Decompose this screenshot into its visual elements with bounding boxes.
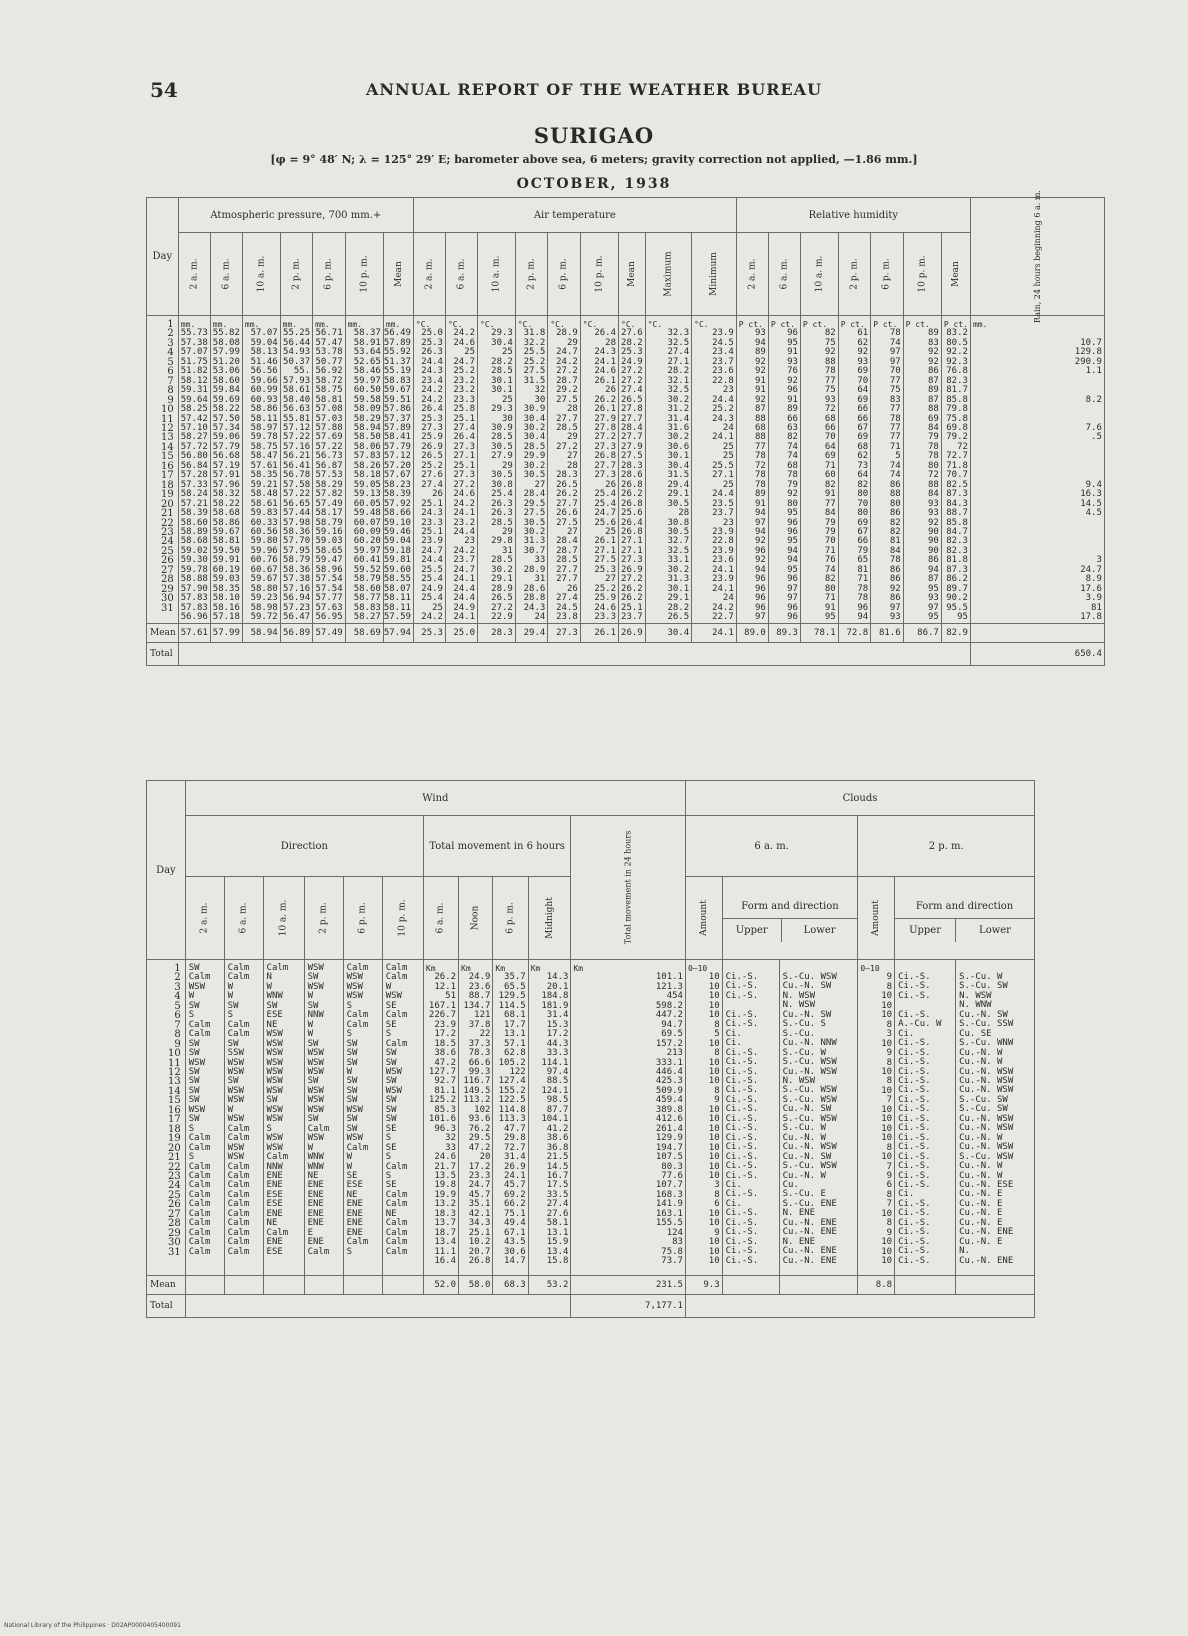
movement-24h-header: Total movement in 24 hours — [571, 816, 686, 960]
t1-data-column-23: mm. 10.7 129.8 290.9 1.1 8.2 7.6 .5 9.4 16.3 14.5 4.5 3 24.7 8.9 17.6 3.9 81 17.8 — [970, 316, 1104, 624]
t1-mean-18: 78.1 — [800, 623, 838, 642]
wind-direction-column-4: Calm WSW WSW WSW S Calm Calm S SW SW SW W SW SW SW WSW SW SW WSW Calm W W SE ESE NE ENE ENE ENE ENE Calm S — [343, 960, 382, 1276]
pressure-group-header: Atmospheric pressure, 700 mm.+ — [178, 198, 413, 233]
dir-subhead-4: 6 p. m. — [343, 877, 382, 960]
t1-data-column-19: P ct. 61 62 92 93 69 70 64 69 66 66 67 69 68 62 73 64 82 80 70 80 69 67 66 79 65 81 71 78 78 96 94 — [838, 316, 870, 624]
t2-mean-blank — [304, 1276, 343, 1295]
t1-unit-20: P ct. — [873, 320, 898, 329]
clouds-2pm-amount-column: 0–10 9 8 10 10 10 8 3 10 9 8 10 8 10 7 10 10 10 10 8 10 7 9 6 8 7 10 8 9 10 10 10 — [858, 960, 895, 1276]
movement-mean-3: 53.2 — [528, 1276, 571, 1295]
t1-mean-23 — [970, 623, 1104, 642]
t2-mean-blank — [956, 1276, 1035, 1295]
t2-mean-blank — [185, 1276, 224, 1295]
t1-data-column-10: °C. 31.8 32.2 25.5 25.2 27.5 31.5 32 30 30.9 30.4 30.2 30.4 28.5 29.9 30.2 30.5 27 28.4 29.5 27.5 30.5 30.2 31.3 30.7 33 28.9 31 28.6 28.8 24.3 24 — [515, 316, 547, 624]
t1-unit-18: P ct. — [802, 320, 828, 329]
t1-data-column-20: P ct. 78 74 97 97 70 77 75 83 77 78 77 77 71 5 74 74 86 88 80 86 82 82 81 84 78 86 86 92 86 97 93 — [871, 316, 903, 624]
wind-movement-column-0: Km 26.2 12.1 51 167.1 226.7 23.9 17.2 18.5 38.6 47.2 127.7 92.7 81.1 125.2 85.3 101.6 96.3 32 33 24.6 21.7 13.5 19.8 19.9 13.2 18.3 13.7 18.7 13.4 11.1 16.4 — [423, 960, 458, 1276]
t1-subhead-16: 2 a. m. — [736, 233, 768, 316]
t1-subhead-6: Mean — [383, 233, 413, 316]
t1-unit-9: °C. — [480, 320, 495, 329]
dir-subhead-3: 2 p. m. — [304, 877, 343, 960]
t2-mean-blank — [895, 1276, 956, 1295]
station-title: SURIGAO — [533, 123, 655, 148]
t1-mean-17: 89.3 — [768, 623, 800, 642]
t1-unit-14: °C. — [647, 320, 663, 329]
t1-mean-11: 27.3 — [548, 623, 580, 642]
t1-subhead-17: 6 a. m. — [768, 233, 800, 316]
t1-unit-2: mm. — [244, 320, 260, 329]
mean-row-label: Mean — [147, 623, 179, 642]
t1-mean-4: 57.49 — [313, 623, 345, 642]
t1-mean-0: 57.61 — [178, 623, 210, 642]
t1-subhead-9: 10 a. m. — [478, 233, 516, 316]
t1-unit-7: °C. — [415, 320, 431, 329]
t1-mean-13: 26.9 — [619, 623, 646, 642]
t1-data-column-2: mm. 57.07 59.04 58.13 51.46 56.56 59.66 60.99 60.93 58.86 58.11 58.97 59.78 58.75 58.47 57.61 58.35 59.21 58.48 58.61 59.83 60.33 60.56 59.80 59.96 60.76 60.67 59.67 58.80 59.23 58.98 59.72 — [242, 316, 280, 624]
clouds-6am-upper-header: Upper — [723, 919, 782, 942]
dir-subhead-0: 2 a. m. — [185, 877, 224, 960]
t1-unit-15: °C. — [694, 320, 709, 329]
clouds-6am-amount-header: Amount — [685, 877, 722, 960]
wind-group-header: Wind — [185, 781, 685, 816]
day-column: 1 2 3 4 5 6 7 8 9 10 11 12 13 14 15 16 17 18 19 20 21 22 23 24 25 26 27 28 29 30 31 — [147, 316, 179, 624]
t2-total-blank — [685, 1295, 1034, 1318]
wind-direction-column-3: WSW SW WSW W SW NNW W W SW WSW WSW WSW SW WSW WSW WSW SW Calm WSW W WNW WNW NE ENE ENE ENE ENE ENE E ENE Calm — [304, 960, 343, 1276]
cloud-6am-amount-mean: 9.3 — [685, 1276, 722, 1295]
t1-subhead-0: 2 a. m. — [178, 233, 210, 316]
t1-mean-2: 58.94 — [242, 623, 280, 642]
t2-mean-label: Mean — [147, 1276, 186, 1295]
mov-subhead-2: 6 p. m. — [493, 877, 528, 960]
clouds-6am-header: 6 a. m. — [685, 816, 857, 877]
t1-subhead-4: 6 p. m. — [313, 233, 345, 316]
t1-unit-19: P ct. — [840, 320, 865, 329]
t1-unit-3: mm. — [282, 320, 298, 329]
wind-movement-24h-column: Km 101.1 121.3 454 598.2 447.2 94.7 69.5 157.2 213 333.1 446.4 425.3 509.9 459.4 389.8 412.6 261.4 129.9 194.7 107.5 80.3 77.6 107.7 168.3 141.9 163.1 155.5 124 83 75.8 73.7 — [571, 960, 686, 1276]
t1-unit-0: mm. — [180, 320, 196, 329]
t1-mean-7: 25.3 — [413, 623, 445, 642]
wind-movement-column-3: Km 14.3 20.1 184.8 181.9 31.4 15.3 17.2 44.3 33.3 114.1 97.4 88.5 124.1 98.5 87.7 104.1 41.2 38.6 36.8 21.5 14.5 16.7 17.5 33.5 27.4 27.6 58.1 13.1 15.9 13.4 15.8 — [528, 960, 571, 1276]
t1-mean-15: 24.1 — [692, 623, 737, 642]
t2-mean-blank — [382, 1276, 423, 1295]
t1-mean-8: 25.0 — [445, 623, 477, 642]
t1-unit-4: mm. — [315, 320, 330, 329]
t1-unit-13: °C. — [621, 320, 636, 329]
total-row-blank — [178, 642, 970, 665]
clouds-2pm-lower-header: Lower — [979, 924, 1011, 936]
mov-subhead-1: Noon — [459, 877, 493, 960]
wind-movement-column-2: Km 35.7 65.5 129.5 114.5 68.1 17.7 13.1 57.1 62.8 105.2 122 127.4 155.2 122.5 114.8 113.3 47.7 29.8 72.7 31.4 26.9 24.1 45.7 69.2 66.2 75.1 49.4 67.1 43.5 30.6 14.7 — [493, 960, 528, 1276]
t1-data-column-1: mm. 55.82 58.08 57.99 51.20 53.06 58.60 59.84 59.69 58.22 57.50 57.34 59.06 57.79 56.68 57.19 57.91 57.96 58.32 58.22 58.68 58.86 59.67 58.81 59.50 59.91 60.19 59.03 58.35 58.10 58.16 57.18 — [210, 316, 242, 624]
t1-subhead-20: 6 p. m. — [871, 233, 903, 316]
t1-subhead-1: 6 a. m. — [210, 233, 242, 316]
t1-unit-16: P ct. — [738, 320, 763, 329]
day-header-2: Day — [147, 781, 186, 960]
t1-data-column-22: P ct. 83.2 80.5 92.2 92.3 76.8 82.3 81.7 85.8 79.8 75.8 69.8 79.2 72 72.7 71.8 70.7 82.5 87.3 84.3 88.7 85.8 84.7 82.3 82.3 81.8 87.3 86.2 89.7 90.2 95.5 95 — [941, 316, 970, 624]
t1-mean-10: 29.4 — [515, 623, 547, 642]
t1-subhead-14: Maximum — [645, 233, 691, 316]
clouds-2pm-upper-header: Upper — [895, 919, 956, 942]
t1-subhead-18: 10 a. m. — [800, 233, 838, 316]
t1-mean-5: 58.69 — [345, 623, 383, 642]
t1-subhead-5: 10 p. m. — [345, 233, 383, 316]
t1-subhead-11: 6 p. m. — [548, 233, 580, 316]
cloud-2pm-amount-mean: 8.8 — [858, 1276, 895, 1295]
t1-unit-11: °C. — [550, 320, 565, 329]
t2-total-label: Total — [147, 1295, 186, 1318]
t1-subhead-8: 6 a. m. — [445, 233, 477, 316]
t2-mean-blank — [779, 1276, 858, 1295]
t1-mean-3: 56.89 — [280, 623, 312, 642]
wind-movement-column-1: Km 24.9 23.6 88.7 134.7 121 37.8 22 37.3 78.3 66.6 99.3 116.7 149.5 113.2 102 93.6 76.2 29.5 47.2 20 17.2 23.3 24.7 45.7 35.1 42.1 34.3 25.1 10.2 20.7 26.8 — [459, 960, 493, 1276]
t2-mean-blank — [343, 1276, 382, 1295]
t1-data-column-17: P ct. 96 95 91 93 76 92 96 91 89 66 63 82 74 74 68 78 79 92 80 95 96 96 95 94 94 95 96 97 97 96 96 — [768, 316, 800, 624]
movement-mean-0: 52.0 — [423, 1276, 458, 1295]
clouds-6am-lower-header: Lower — [803, 924, 836, 936]
movement-24h-total: 7,177.1 — [571, 1295, 686, 1318]
t1-unit-5: mm. — [347, 320, 363, 329]
t1-data-column-18: P ct. 82 75 92 88 78 77 75 93 72 68 66 70 64 69 71 60 82 91 77 84 79 79 70 71 76 74 82 80 71 91 95 — [800, 316, 838, 624]
t1-subhead-13: Mean — [619, 233, 646, 316]
t1-data-column-7: °C. 25.0 25.3 26.3 24.4 24.3 23.4 24.2 24.2 26.4 25.3 27.3 25.9 26.9 26.5 25.2 27.6 27.4 26 25.1 24.3 23.3 25.1 23.9 24.7 24.4 25.5 25.4 24.9 25.4 25 24.2 — [413, 316, 445, 624]
clouds-group-header: Clouds — [685, 781, 1034, 816]
t1-unit-12: °C. — [582, 320, 598, 329]
t1-subhead-19: 2 p. m. — [838, 233, 870, 316]
wind-direction-column-0: SW Calm WSW W SW S Calm Calm SW SW WSW SW SW SW SW WSW SW S Calm Calm S Calm Calm Calm Calm Calm Calm Calm Calm Calm Calm — [185, 960, 224, 1276]
clouds-2pm-amount-header: Amount — [858, 877, 895, 960]
t1-mean-16: 89.0 — [736, 623, 768, 642]
t1-subhead-7: 2 a. m. — [413, 233, 445, 316]
page-number: 54 — [150, 78, 178, 102]
wind-clouds-table — [146, 780, 1035, 1318]
t2-mean-blank — [263, 1276, 304, 1295]
clouds-6am-lower-column: S.-Cu. WSW Cu.-N. SW N. WSW N. WSW Cu.-N. SW S.-Cu. S S.-Cu. Cu.-N. NNW S.-Cu. W S.-Cu. WSW Cu.-N. WSW N. WSW S.-Cu. WSW S.-Cu. WSW Cu.-N. SW S.-Cu. WSW S.-Cu. W Cu.-N. W Cu.-N. WSW Cu.-N. SW S.-Cu. WSW Cu.-N. W Cu. S.-Cu. E S.-Cu. ENE N. ENE Cu.-N. ENE Cu.-N. ENE N. ENE Cu.-N. ENE Cu.-N. ENE — [779, 960, 858, 1276]
t1-mean-1: 57.99 — [210, 623, 242, 642]
clouds-6am-amount-column: 0–10 10 10 10 10 10 8 5 10 8 10 10 10 8 9 10 10 10 10 10 10 10 10 3 8 6 10 10 9 10 10 10 — [685, 960, 722, 1276]
t1-mean-20: 81.6 — [871, 623, 903, 642]
t1-mean-9: 28.3 — [478, 623, 516, 642]
wind-direction-column-2: Calm N W WNW SW ESE NE WSW WSW WSW WSW WSW WSW WSW SW WSW WSW S WSW WSW Calm NNW ENE ENE ESE ESE ENE NE Calm ENE ESE — [263, 960, 304, 1276]
scan-footer: National Library of the Philippines · D02AP0000405400091 — [4, 1622, 181, 1629]
direction-header: Direction — [185, 816, 423, 877]
t1-data-column-3: mm. 55.25 56.44 54.93 50.37 55. 57.93 58.61 58.40 56.63 55.81 57.12 57.22 57.16 56.21 56.41 56.78 57.58 57.22 56.65 57.44 57.98 58.36 57.70 57.95 58.79 58.36 57.38 57.16 56.94 57.23 56.47 — [280, 316, 312, 624]
t2-total-blank — [185, 1295, 571, 1318]
t1-data-column-6: mm. 56.49 57.89 55.92 51.37 55.19 58.83 59.67 59.51 57.86 57.37 57.89 58.41 57.79 57.12 57.20 57.67 58.23 58.39 57.92 58.66 59.10 59.46 59.04 59.18 59.81 59.60 58.55 58.07 58.11 58.11 57.59 — [383, 316, 413, 624]
t1-subhead-3: 2 p. m. — [280, 233, 312, 316]
dir-subhead-5: 10 p. m. — [382, 877, 423, 960]
mov-subhead-0: 6 a. m. — [423, 877, 458, 960]
t1-mean-12: 26.1 — [580, 623, 618, 642]
day-header: Day — [147, 198, 179, 316]
month-title: OCTOBER, 1938 — [516, 176, 672, 192]
t1-mean-21: 86.7 — [903, 623, 941, 642]
clouds-2pm-form-header: Form and direction Upper Lower — [895, 877, 1035, 960]
dir-subhead-2: 10 a. m. — [263, 877, 304, 960]
t1-data-column-9: °C. 29.3 30.4 25 28.2 28.5 30.1 30.1 25 29.3 30 30.9 28.5 30.5 27.9 29 30.5 30.8 25.4 26.3 26.3 28.5 29 29.8 31 28.5 30.2 29.1 28.9 26.5 27.2 22.9 — [478, 316, 516, 624]
rain-total: 650.4 — [970, 642, 1104, 665]
pressure-temperature-humidity-table — [146, 189, 1105, 666]
t1-unit-17: P ct. — [770, 320, 795, 329]
wind-direction-column-1: Calm Calm W W SW S Calm Calm SW SSW WSW WSW SW WSW WSW W WSW Calm Calm WSW WSW Calm Calm Calm Calm Calm Calm Calm Calm Calm Calm — [224, 960, 263, 1276]
movement-mean-1: 58.0 — [459, 1276, 493, 1295]
rain-header: Rain, 24 hours beginning 6 a. m. — [970, 198, 1104, 316]
movement-header: Total movement in 6 hours — [423, 816, 571, 877]
t1-data-column-16: P ct. 93 94 89 92 92 91 91 92 87 88 68 88 77 78 72 78 78 89 91 94 97 94 92 96 92 94 96 96 96 96 97 — [736, 316, 768, 624]
clouds-2pm-header: 2 p. m. — [858, 816, 1035, 877]
t1-unit-1: mm. — [212, 320, 228, 329]
t1-data-column-11: °C. 28.9 29 24.7 24.2 27.2 28.7 29.2 27.5 28 27.7 28.5 29 27.2 27 28 28.3 26.5 26.2 27.7 26.6 27.5 27 28.4 28.7 28.5 27.7 27.7 26 27.4 24.5 23.8 — [548, 316, 580, 624]
t1-data-column-8: °C. 24.2 24.6 25 24.7 25.2 23.2 23.2 23.3 25.8 25.1 27.4 26.4 27.3 27.1 25.1 27.3 27.2 24.6 24.2 24.1 23.2 24.4 23 24.2 23.7 24.7 24.1 24.4 24.4 24.9 24.1 — [445, 316, 477, 624]
dir-subhead-1: 6 a. m. — [224, 877, 263, 960]
t1-unit-6: mm. — [385, 320, 401, 329]
station-coordinates: [φ = 9° 48′ N; λ = 125° 29′ E; barometer above sea, 6 meters; gravity correction not applied, —1.86 mm.] — [270, 153, 918, 166]
t1-subhead-12: 10 p. m. — [580, 233, 618, 316]
movement-24h-mean: 231.5 — [571, 1276, 686, 1295]
t1-data-column-0: mm. 55.73 57.38 57.07 51.75 51.82 58.12 59.31 59.64 58.25 57.42 57.10 58.27 57.72 56.80 56.84 57.28 57.33 58.24 57.21 58.39 58.60 58.89 58.68 59.02 59.30 59.78 58.88 57.90 57.83 57.83 56.96 — [178, 316, 210, 624]
clouds-2pm-lower-column: S.-Cu. W S.-Cu. SW N. WSW N. WNW Cu.-N. SW S.-Cu. SSW Cu. SE S.-Cu. WNW Cu.-N. W Cu.-N. W Cu.-N. WSW Cu.-N. WSW Cu.-N. WSW S.-Cu. SW S.-Cu. SW Cu.-N. WSW Cu.-N. WSW Cu.-N. W Cu.-N. WSW S.-Cu. WSW Cu.-N. W Cu.-N. W Cu.-N. ESE Cu.-N. E Cu.-N. E Cu.-N. E Cu.-N. E Cu.-N. ENE Cu.-N. E N. Cu.-N. ENE — [956, 960, 1035, 1276]
mov-subhead-3: Midnight — [528, 877, 571, 960]
t1-unit-22: P ct. — [943, 320, 968, 329]
t1-unit-8: °C. — [447, 320, 463, 329]
t1-data-column-14: °C. 32.3 32.5 27.4 27.1 28.2 32.1 32.5 30.2 31.2 31.4 31.6 30.2 30.6 30.1 30.4 31.5 29.4 29.1 30.5 28 30.8 30.5 32.7 32.5 33.1 30.2 31.3 30.1 29.1 28.2 26.5 — [645, 316, 691, 624]
t1-subhead-2: 10 a. m. — [242, 233, 280, 316]
t1-unit-21: P ct. — [905, 320, 930, 329]
t1-subhead-15: Minimum — [692, 233, 737, 316]
t2-mean-blank — [722, 1276, 779, 1295]
total-row-label: Total — [147, 642, 179, 665]
t1-data-column-12: °C. 26.4 28 24.3 24.1 24.6 26.1 26 26.2 26.1 27.9 27.8 27.2 27.3 26.8 27.7 27.3 26 25.4 25.4 24.7 25.6 25 26.1 27.1 27.5 25.3 27 25.2 25.9 24.6 23.3 — [580, 316, 618, 624]
wind-direction-column-5: Calm Calm W WSW SE Calm SE S Calm SW SW WSW SW WSW SW SW SW SE S SE S Calm S SE Calm Calm NE Calm Calm Calm Calm — [382, 960, 423, 1276]
t2-mean-blank — [224, 1276, 263, 1295]
t1-subhead-21: 10 p. m. — [903, 233, 941, 316]
t1-data-column-13: °C. 27.6 28.2 25.3 24.9 27.2 27.2 27.4 26.5 27.8 27.7 28.4 27.7 27.9 27.5 28.3 28.6 26.8 26.2 26.8 25.6 26.4 26.8 27.1 27.1 27.3 26.9 27.2 26.2 26.2 25.1 23.7 — [619, 316, 646, 624]
t1-subhead-10: 2 p. m. — [515, 233, 547, 316]
t1-data-column-5: mm. 58.37 58.91 53.64 52.65 58.46 59.97 60.50 59.58 58.09 58.29 58.94 58.50 58.06 57.83 58.26 58.18 59.05 59.13 60.05 59.48 60.07 60.09 60.20 59.97 60.41 59.52 58.79 58.60 58.77 58.83 58.27 — [345, 316, 383, 624]
humidity-group-header: Relative humidity — [736, 198, 970, 233]
temperature-group-header: Air temperature — [413, 198, 736, 233]
t1-mean-6: 57.94 — [383, 623, 413, 642]
t1-subhead-22: Mean — [941, 233, 970, 316]
movement-mean-2: 68.3 — [493, 1276, 528, 1295]
clouds-6am-upper-column: Ci.-S. Ci.-S. Ci.-S. Ci.-S. Ci.-S. Ci. Ci. Ci.-S. Ci.-S. Ci.-S. Ci.-S. Ci.-S. Ci.-S. Ci.-S. Ci.-S. Ci.-S. Ci.-S. Ci.-S. Ci.-S. Ci.-S. Ci.-S. Ci. Ci.-S. Ci. Ci.-S. Ci.-S. Ci.-S. Ci.-S. Ci.-S. Ci.-S. — [722, 960, 779, 1276]
t1-data-column-15: °C. 23.9 24.5 23.4 23.7 23.6 22.8 23 24.4 25.2 24.3 24 24.1 25 25 25.5 27.1 25 24.4 23.5 23.7 23 23.9 22.8 23.9 23.6 24.1 23.9 24.1 24 24.2 22.7 — [692, 316, 737, 624]
t1-unit-23: mm. — [972, 320, 988, 329]
t1-data-column-4: mm. 56.71 57.47 53.78 50.77 56.92 58.72 58.75 58.81 57.08 57.03 57.88 57.69 57.22 56.73 56.87 57.53 58.29 57.82 57.49 58.17 58.79 59.16 59.03 58.65 59.47 58.96 57.54 57.54 57.77 57.63 56.95 — [313, 316, 345, 624]
t1-mean-19: 72.8 — [838, 623, 870, 642]
t1-mean-14: 30.4 — [645, 623, 691, 642]
clouds-2pm-upper-column: Ci.-S. Ci.-S. Ci.-S. Ci.-S. A.-Cu. W Ci. Ci.-S. Ci.-S. Ci.-S. Ci.-S. Ci.-S. Ci.-S. Ci.-S. Ci.-S. Ci.-S. Ci.-S. Ci.-S. Ci.-S. Ci.-S. Ci.-S. Ci.-S. Ci.-S. Ci. Ci.-S. Ci.-S. Ci.-S. Ci.-S. Ci.-S. Ci.-S. Ci.-S. — [895, 960, 956, 1276]
t1-mean-22: 82.9 — [941, 623, 970, 642]
clouds-6am-form-header: Form and direction Upper Lower — [722, 877, 858, 960]
day-column-2: 1 2 3 4 5 6 7 8 9 10 11 12 13 14 15 16 17 18 19 20 21 22 23 24 25 26 27 28 29 30 31 — [147, 960, 186, 1276]
t1-unit-10: °C. — [517, 320, 533, 329]
t1-data-column-21: P ct. 89 83 92 92 86 87 89 87 88 69 84 79 78 78 80 72 88 84 93 93 92 90 90 90 86 94 87 95 93 97 95 — [903, 316, 941, 624]
running-head: ANNUAL REPORT OF THE WEATHER BUREAU — [365, 80, 823, 99]
